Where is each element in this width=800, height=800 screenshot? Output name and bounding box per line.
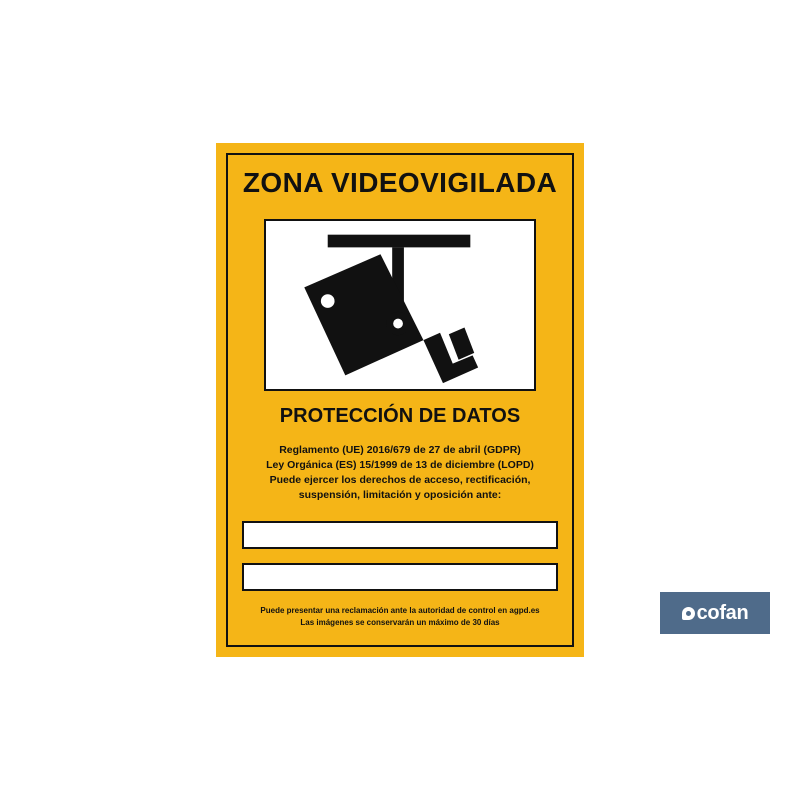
- sign-subtitle: PROTECCIÓN DE DATOS: [279, 405, 521, 427]
- contact-write-field-2[interactable]: [242, 563, 558, 591]
- legal-line: suspensión, limitación y oposición ante:: [298, 488, 502, 501]
- legal-line: Puede ejercer los derechos de acceso, rectificación,: [269, 473, 531, 486]
- legal-reference-block: [242, 443, 558, 503]
- legal-line: Reglamento (UE) 2016/679 de 27 de abril (GDPR): [279, 444, 521, 456]
- sign-title: ZONA VIDEOVIGILADA: [242, 167, 558, 198]
- footer-note-block: [240, 605, 560, 629]
- videosurveillance-sign: [216, 143, 584, 657]
- cofan-brand-text: cofan: [696, 601, 749, 624]
- footer-line: Puede presentar una reclamación ante la autoridad de control en agpd.es: [260, 606, 540, 615]
- cofan-mark-icon: [682, 607, 695, 620]
- cctv-camera-icon: [264, 219, 536, 391]
- contact-write-field-1[interactable]: [242, 521, 558, 549]
- legal-line: Ley Orgánica (ES) 15/1999 de 13 de diciembre (LOPD): [266, 458, 534, 471]
- cofan-watermark: [660, 592, 770, 634]
- footer-line: Las imágenes se conservarán un máximo de 30 días: [300, 618, 500, 627]
